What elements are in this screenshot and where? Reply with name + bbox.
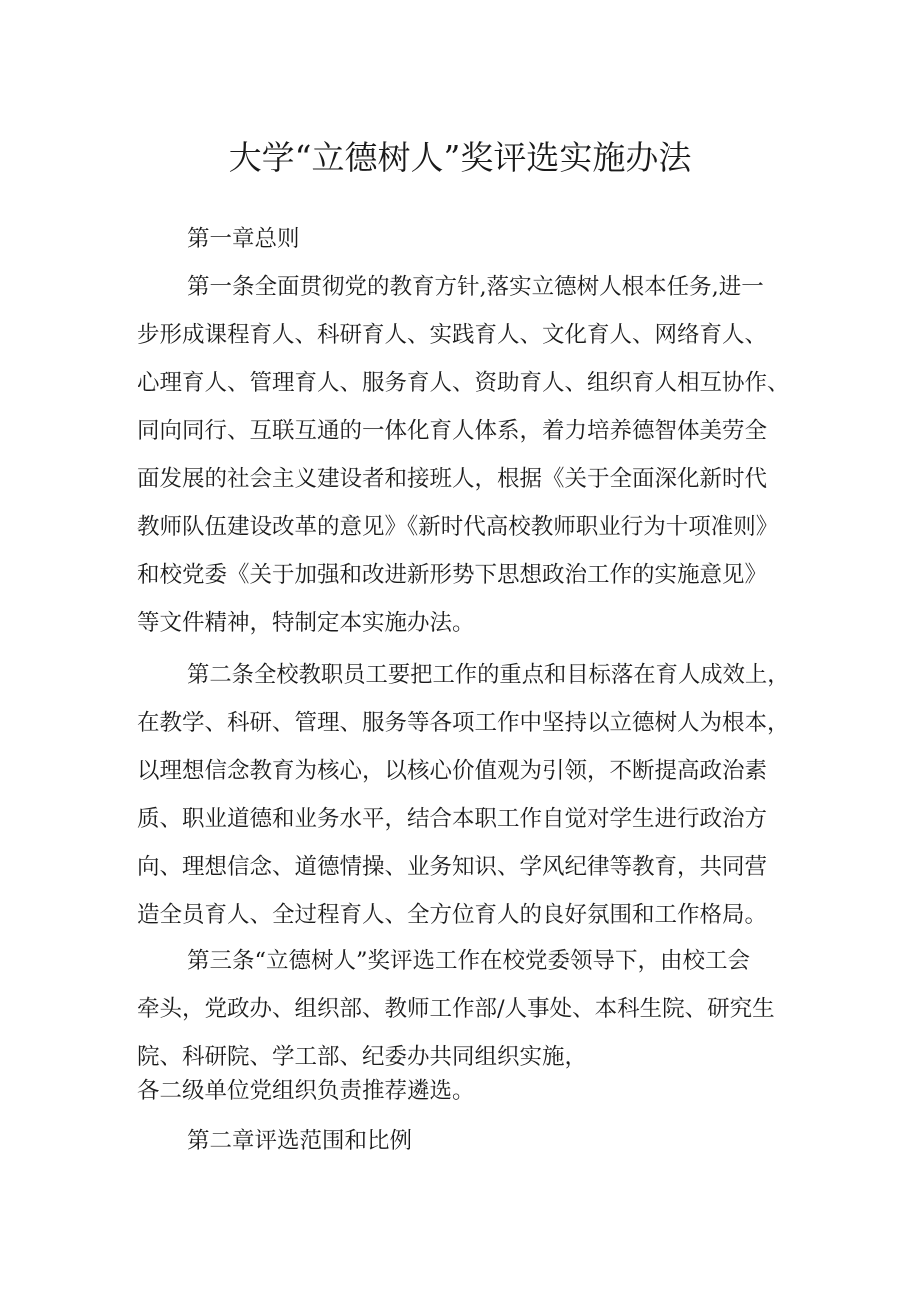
paragraph-line: 以理想信念教育为核心，以核心价值观为引领，不断提高政治素	[137, 758, 768, 784]
paragraph-line: 第三条“立德树人”奖评选工作在校党委领导下，由校工会	[187, 948, 751, 974]
document-title: 大学“立德树人”奖评选实施办法	[228, 138, 692, 177]
chapter-heading: 第一章总则	[187, 226, 300, 252]
paragraph-line: 院、科研院、学工部、纪委办共同组织实施，	[137, 1044, 588, 1070]
paragraph-line: 教师队伍建设改革的意见》《新时代高校教师职业行为十项准则》	[137, 514, 779, 540]
chapter-heading: 第二章评选范围和比例	[187, 1128, 413, 1154]
paragraph-line: 质、职业道德和业务水平，结合本职工作自觉对学生进行政治方	[137, 806, 768, 832]
paragraph-line: 心理育人、管理育人、服务育人、资助育人、组织育人相互协作、	[137, 370, 790, 396]
paragraph-line: 第一条全面贯彻党的教育方针,落实立德树人根本任务,进一	[187, 274, 764, 300]
paragraph-line: 第二条全校教职员工要把工作的重点和目标落在育人成效上，	[187, 662, 790, 688]
paragraph-line: 等文件精神，特制定本实施办法。	[137, 610, 475, 636]
paragraph-line: 面发展的社会主义建设者和接班人，根据《关于全面深化新时代	[137, 466, 768, 492]
paragraph-line: 牵头，党政办、组织部、教师工作部/人事处、本科生院、研究生	[137, 996, 775, 1022]
paragraph-line: 在教学、科研、管理、服务等各项工作中坚持以立德树人为根本，	[137, 710, 790, 736]
paragraph-line: 步形成课程育人、科研育人、实践育人、文化育人、网络育人、	[137, 322, 768, 348]
paragraph-line: 各二级单位党组织负责推荐遴选。	[137, 1078, 475, 1104]
paragraph-line: 向、理想信念、道德情操、业务知识、学风纪律等教育，共同营	[137, 854, 768, 880]
paragraph-line: 造全员育人、全过程育人、全方位育人的良好氛围和工作格局。	[137, 902, 768, 928]
paragraph-line: 和校党委《关于加强和改进新形势下思想政治工作的实施意见》	[137, 562, 768, 588]
paragraph-line: 同向同行、互联互通的一体化育人体系，着力培养德智体美劳全	[137, 418, 768, 444]
